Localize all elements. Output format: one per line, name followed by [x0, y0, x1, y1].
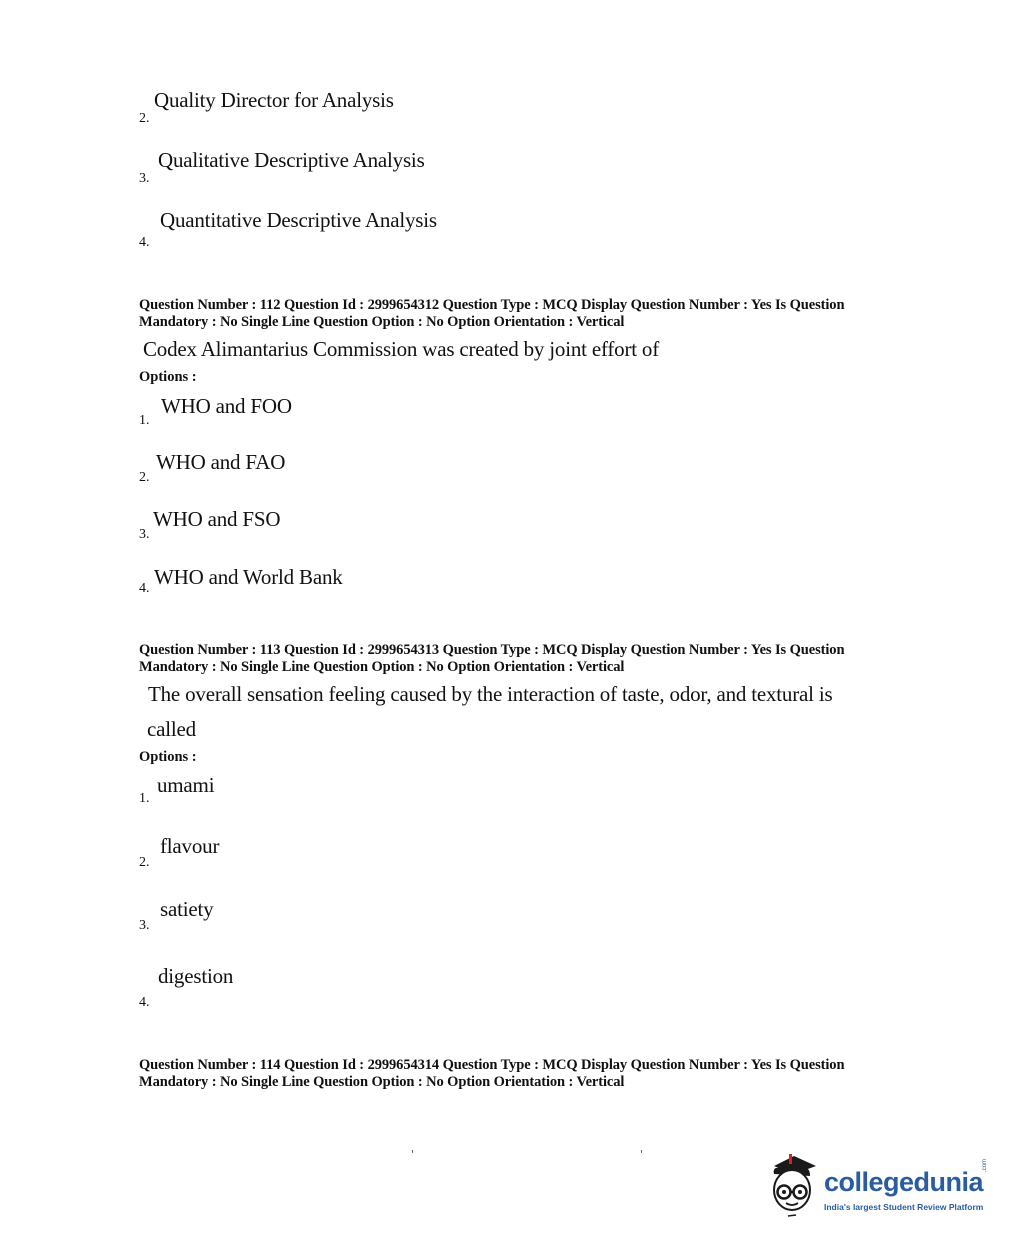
option-number: 1. [139, 791, 150, 806]
brand-dotcom: .com [982, 1158, 988, 1172]
collegedunia-logo [764, 1152, 994, 1222]
question-text: Codex Alimantarius Commission was created by joint effort of [143, 337, 660, 361]
option-number: 2. [139, 855, 150, 870]
options-label: Options : [139, 749, 197, 765]
question-meta: Question Number : 112 Question Id : 2999654312 Question Type : MCQ Display Question Number : Yes Is Question [139, 297, 845, 313]
question-text: The overall sensation feeling caused by the interaction of taste, odor, and textural is [148, 682, 833, 706]
scan-mark [641, 1150, 642, 1153]
option-number: 4. [139, 995, 150, 1010]
option-number: 4. [139, 235, 150, 250]
question-text: called [147, 717, 196, 741]
option-text: WHO and World Bank [154, 565, 343, 589]
option-text: flavour [160, 834, 220, 858]
scan-mark [412, 1150, 413, 1153]
option-number: 1. [139, 413, 150, 428]
option-number: 4. [139, 581, 150, 596]
option-number: 3. [139, 527, 150, 542]
options-label: Options : [139, 369, 197, 385]
brand-tagline: India's largest Student Review Platform [824, 1202, 984, 1212]
option-number: 2. [139, 111, 150, 126]
option-number: 3. [139, 918, 150, 933]
option-number: 3. [139, 171, 150, 186]
option-text: umami [157, 773, 215, 797]
option-text: Quantitative Descriptive Analysis [160, 208, 437, 232]
option-text: WHO and FAO [156, 450, 286, 474]
option-text: Quality Director for Analysis [154, 88, 394, 112]
option-text: Qualitative Descriptive Analysis [158, 148, 425, 172]
option-text: WHO and FOO [161, 394, 292, 418]
option-text: satiety [160, 897, 214, 921]
question-meta: Question Number : 113 Question Id : 2999654313 Question Type : MCQ Display Question Number : Yes Is Question [139, 642, 845, 658]
question-meta: Mandatory : No Single Line Question Option : No Option Orientation : Vertical [139, 1074, 625, 1090]
option-text: WHO and FSO [153, 507, 281, 531]
option-number: 2. [139, 470, 150, 485]
question-meta: Mandatory : No Single Line Question Option : No Option Orientation : Vertical [139, 659, 625, 675]
option-text: digestion [158, 964, 234, 988]
question-meta: Question Number : 114 Question Id : 2999654314 Question Type : MCQ Display Question Number : Yes Is Question [139, 1057, 845, 1073]
question-meta: Mandatory : No Single Line Question Option : No Option Orientation : Vertical [139, 314, 625, 330]
mascot-icon [764, 1152, 822, 1222]
brand-name: collegedunia [824, 1167, 984, 1197]
